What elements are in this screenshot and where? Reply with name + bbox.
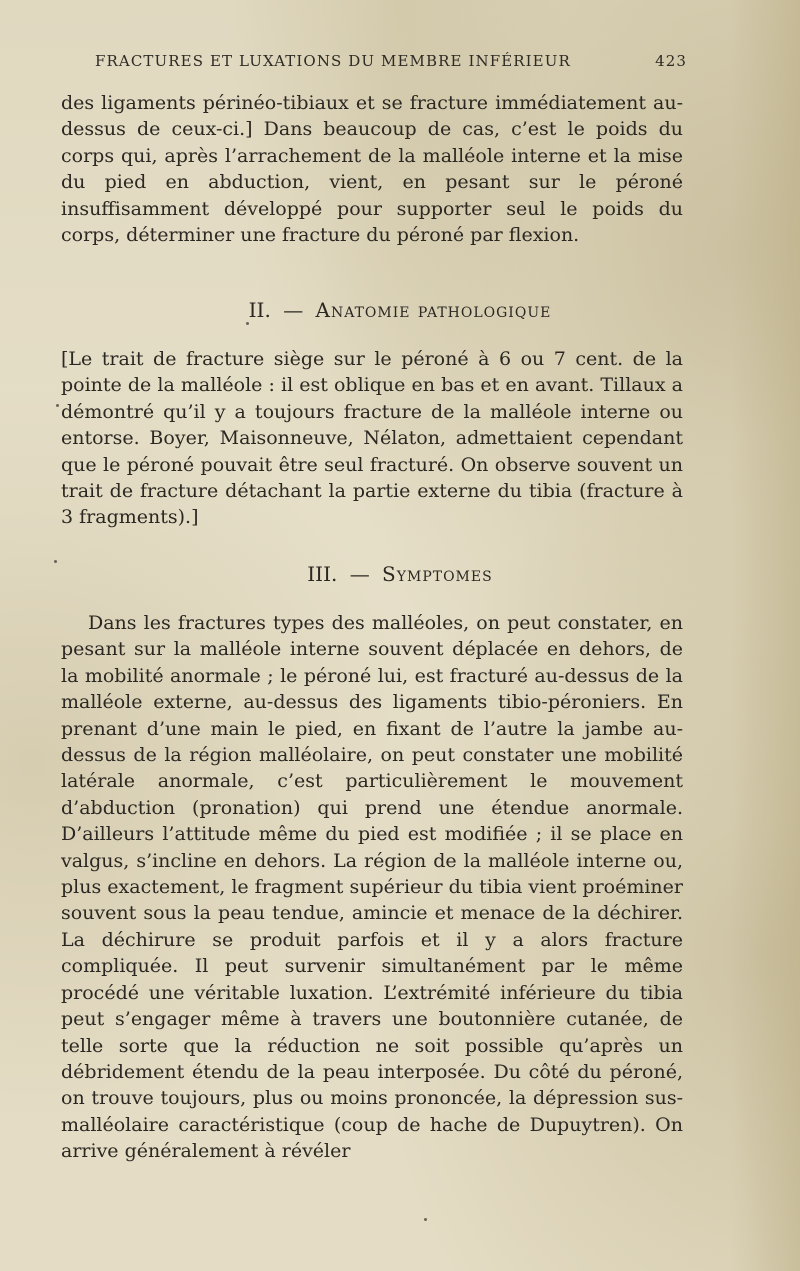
section-title: Anatomie pathologique	[315, 298, 552, 322]
page-number: 423	[655, 52, 687, 70]
ink-speck	[56, 404, 59, 407]
section-number: II.	[248, 298, 271, 322]
section-number: III.	[307, 562, 338, 586]
ink-speck	[424, 1218, 427, 1221]
page-edge-shadow	[730, 0, 800, 1271]
section-heading-symptomes	[0, 562, 800, 586]
section-dash: —	[349, 562, 370, 586]
section-heading-anatomie	[0, 298, 800, 322]
paragraph-anatomie: [Le trait de fracture siège sur le péroné à 6 ou 7 cent. de la pointe de la malléole : il est oblique en bas et en avant. Tillaux a démontré qu’il y a toujours fracture de la malléole interne ou entorse. Boyer, Maisonneuve, Nélaton, admettaient cependant que le péroné pouvait être seul fracturé. On observe souvent un trait de fracture détachant la partie externe du tibia (fracture à 3 fragments).]	[61, 348, 683, 529]
section-dash: —	[283, 298, 304, 322]
ink-speck	[246, 322, 249, 325]
section-title: Symptomes	[382, 562, 493, 586]
running-header	[95, 52, 687, 76]
paragraph-continuation: des ligaments périnéo-tibiaux et se fracture immédiatement au-dessus de ceux-ci.] Dans beaucoup de cas, c’est le poids du corps qui, après l’arrachement de la malléole interne et la mise du pied en abduction, vient, en pesant sur le péroné insuffisamment développé pour supporter seul le poids du corps, déterminer une fracture du péroné par flexion.	[61, 92, 683, 247]
running-title: FRACTURES ET LUXATIONS DU MEMBRE INFÉRIEUR	[95, 52, 571, 70]
paragraph-symptomes: Dans les fractures types des malléoles, on peut constater, en pesant sur la malléole interne souvent déplacée en dehors, de la mobilité anormale ; le péroné lui, est fracturé au-dessus de la malléole externe, au-dessus des ligaments tibio-péroniers. En prenant d’une main le pied, en fixant de l’autre la jambe au-dessus de la région malléolaire, on peut constater une mobilité latérale anormale, c’est particulièrement le mouvement d’abduction (pronation) qui prend une étendue anormale. D’ailleurs l’attitude même du pied est modifiée ; il se place en valgus, s’incline en dehors. La région de la malléole interne ou, plus exactement, le fragment supérieur du tibia vient proéminer souvent sous la peau tendue, amincie et menace de la déchirer. La déchirure se produit parfois et il y a alors fracture compliquée. Il peut survenir simultanément par le même procédé une véritable luxation. L’extrémité inférieure du tibia peut s’engager même à travers une boutonnière cutanée, de telle sorte que la réduction ne soit possible qu’après un débridement étendu de la peau interposée. Du côté du péroné, on trouve toujours, plus ou moins prononcée, la dépression sus-malléolaire caractéristique (coup de hache de Dupuytren). On arrive généralement à révéler	[61, 612, 683, 1163]
ink-speck	[54, 560, 57, 563]
